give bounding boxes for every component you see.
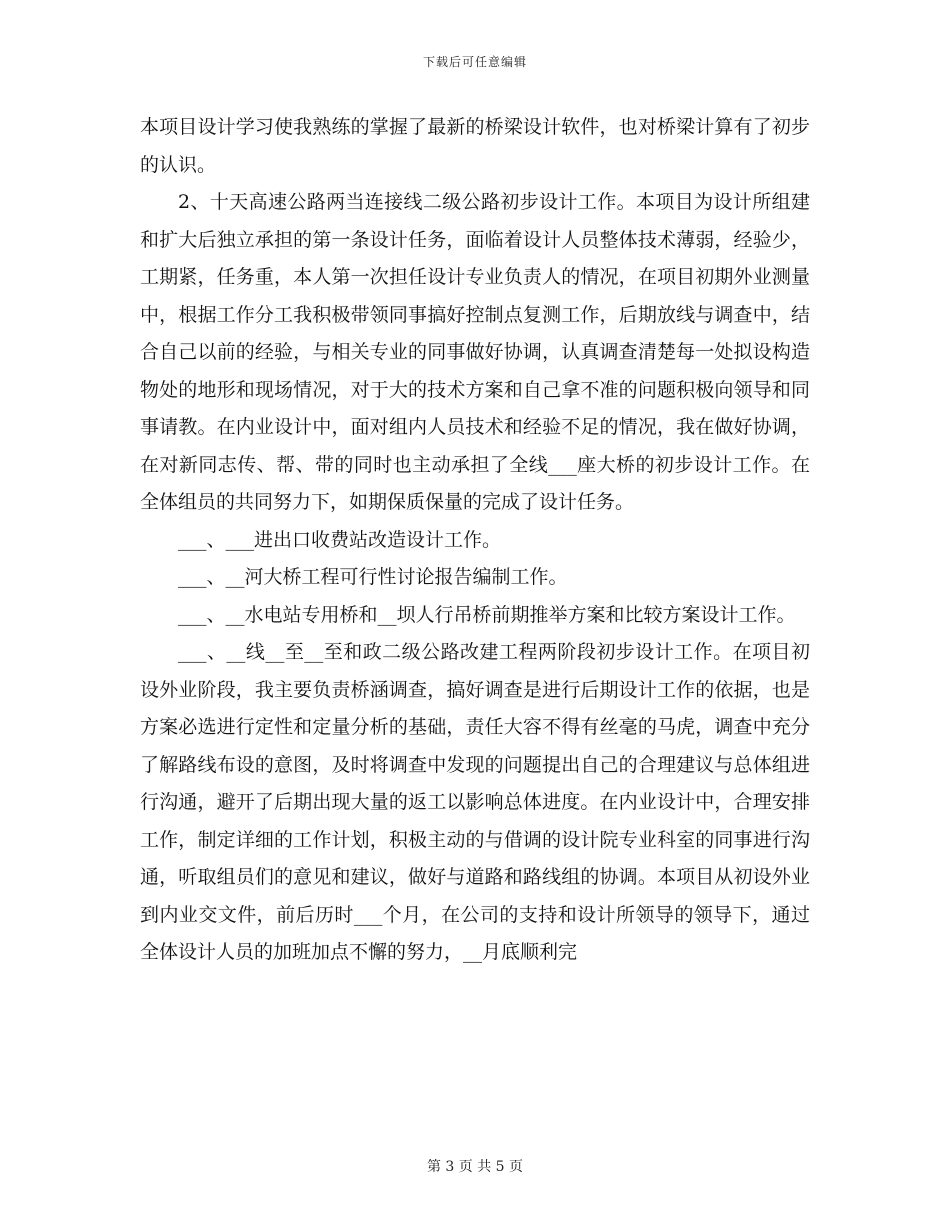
paragraph-5: ___、__水电站专用桥和__坝人行吊桥前期推举方案和比较方案设计工作。	[178, 603, 796, 626]
paragraph-1: 本项目设计学习使我熟练的掌握了最新的桥梁设计软件，也对桥梁计算有了初步的认识。	[140, 116, 810, 176]
document-body	[140, 109, 810, 972]
paragraph-4: ___、__河大桥工程可行性讨论报告编制工作。	[178, 566, 568, 588]
page-footer: 第 3 页 共 5 页	[426, 1159, 524, 1175]
page-header: 下载后可任意编辑	[422, 55, 527, 69]
paragraph-3: ___、___进出口收费站改造设计工作。	[178, 528, 502, 551]
paragraph-6: ___、__线__至__至和政二级公路改建工程两阶段初步设计工作。在项目初设外业阶段，我主要负责桥涵调查，搞好调查是进行后期设计工作的依据，也是方案必选进行定性和定量分析的基础，责任大容不得有丝毫的马虎，调查中充分了解路线布设的意图，及时将调查中发现的问题提出自己的合理建议与总体组进行沟通，避开了后期出现大量的返工以影响总体进度。在内业设计中，合理安排工作，制定详细的工作计划，积极主动的与借调的设计院专业科室的同事进行沟通，听取组员们的意见和建议，做好与道路和路线组的协调。本项目从初设外业到内业交文件，前后历时___个月，在公司的支持和设计所领导的领导下，通过全体设计人员的加班加点不懈的努力，__月底顺利完	[140, 641, 810, 963]
paragraph-2: 2、十天高速公路两当连接线二级公路初步设计工作。本项目为设计所组建和扩大后独立承担的第一条设计任务，面临着设计人员整体技术薄弱，经验少，工期紧，任务重，本人第一次担任设计专业负责人的情况，在项目初期外业测量中，根据工作分工我积极带领同事搞好控制点复测工作，后期放线与调查中，结合自己以前的经验，与相关专业的同事做好协调，认真调查清楚每一处拟设构造物处的地形和现场情况，对于大的技术方案和自己拿不准的问题积极向领导和同事请教。在内业设计中，面对组内人员技术和经验不足的情况，我在做好协调，在对新同志传、帮、带的同时也主动承担了全线___座大桥的初步设计工作。在全体组员的共同努力下，如期保质保量的完成了设计任务。	[140, 191, 810, 513]
